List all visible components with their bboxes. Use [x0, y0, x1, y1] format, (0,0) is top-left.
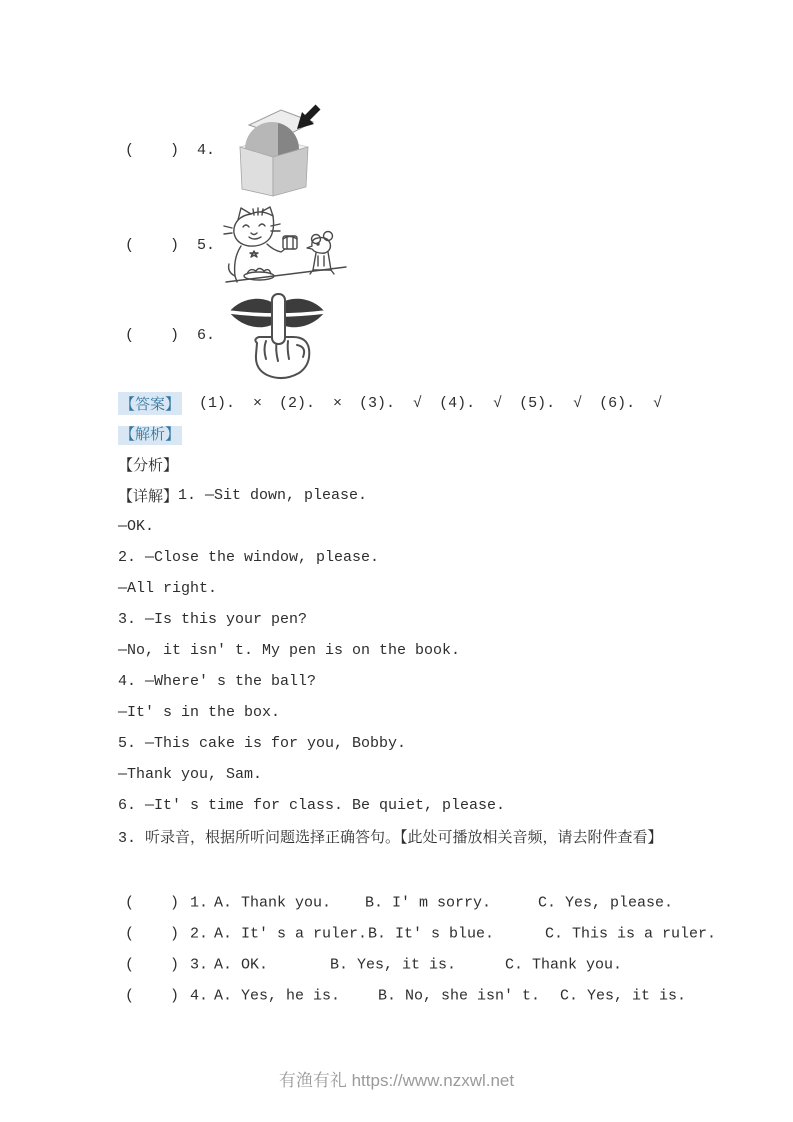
answer-mark-2: (2). ×: [279, 394, 343, 412]
arrow-icon: [307, 107, 318, 118]
answer-bracket: ( ): [125, 956, 180, 973]
option-a: A. It' s a ruler.: [214, 925, 368, 942]
ball-in-box-image: [223, 104, 321, 197]
answer-bracket: ( ): [125, 987, 180, 1004]
answer-bracket: ( ): [125, 925, 180, 942]
option-b: B. It' s blue.: [368, 925, 495, 942]
option-b: B. Yes, it is.: [330, 956, 457, 973]
answer-mark-5: (5). √: [519, 394, 583, 412]
listening-item-4-label: ( ) 4.: [125, 142, 216, 159]
detail-line: 6. —It' s time for class. Be quiet, please.: [118, 797, 506, 814]
answer-mark-4: (4). √: [439, 394, 503, 412]
option-b: B. No, she isn' t.: [378, 987, 541, 1004]
mc-question-row-2: [118, 918, 718, 949]
section-3-instruction: 3. 听录音，根据所听问题选择正确答句。【此处可播放相关音频，请去附件查看】: [118, 830, 663, 847]
answer-section: [118, 392, 662, 414]
quiet-gesture-image: [223, 287, 331, 384]
jiexi-section-label: 【解析】: [120, 427, 181, 444]
mc-section: [118, 887, 718, 1011]
listening-item-4: [125, 103, 321, 198]
detail-line: 5. —This cake is for you, Bobby.: [118, 735, 407, 752]
option-c: C. Thank you.: [505, 956, 623, 973]
option-a: A. Yes, he is.: [214, 987, 341, 1004]
fenxi-section-label: 【分析】: [118, 458, 179, 475]
answer-mark-3: (3). √: [359, 394, 423, 412]
listening-item-5: [125, 205, 349, 285]
answer-bracket: ( ): [125, 894, 180, 911]
answer-label: 【答案】: [118, 392, 182, 415]
mc-question-row-3: [118, 949, 718, 980]
detail-line: —OK.: [118, 518, 155, 535]
question-number: 3.: [190, 956, 209, 973]
detail-line: —Thank you, Sam.: [118, 766, 263, 783]
option-b: B. I' m sorry.: [365, 894, 492, 911]
detail-section: [118, 480, 663, 852]
answer-mark-1: (1). ×: [199, 394, 263, 412]
xiangjie-label: 【详解】: [118, 489, 179, 506]
mc-question-row-1: [118, 887, 718, 918]
option-c: C. Yes, please.: [538, 894, 674, 911]
question-number: 4.: [190, 987, 209, 1004]
listening-item-5-label: ( ) 5.: [125, 236, 216, 254]
detail-line: —All right.: [118, 580, 218, 597]
option-a: A. Thank you.: [214, 894, 332, 911]
detail-line: 3. —Is this your pen?: [118, 611, 308, 628]
listening-item-6: [125, 286, 331, 385]
cat-and-mouse-image: [223, 206, 349, 284]
footer-watermark: 有渔有礼 https://www.nzxwl.net: [278, 1071, 515, 1090]
detail-line: 2. —Close the window, please.: [118, 549, 380, 566]
option-c: C. Yes, it is.: [560, 987, 687, 1004]
answer-mark-6: (6). √: [599, 394, 663, 412]
detail-line: —It' s in the box.: [118, 704, 281, 721]
option-a: A. OK.: [214, 956, 269, 973]
listening-item-6-label: ( ) 6.: [125, 327, 216, 344]
mc-question-row-4: [118, 980, 718, 1011]
question-number: 2.: [190, 925, 209, 942]
detail-line: 4. —Where' s the ball?: [118, 673, 317, 690]
detail-text: 1. —Sit down, please.: [178, 487, 368, 504]
question-number: 1.: [190, 894, 209, 911]
detail-line: [118, 480, 663, 511]
detail-line: —No, it isn' t. My pen is on the book.: [118, 642, 461, 659]
option-c: C. This is a ruler.: [545, 925, 717, 942]
